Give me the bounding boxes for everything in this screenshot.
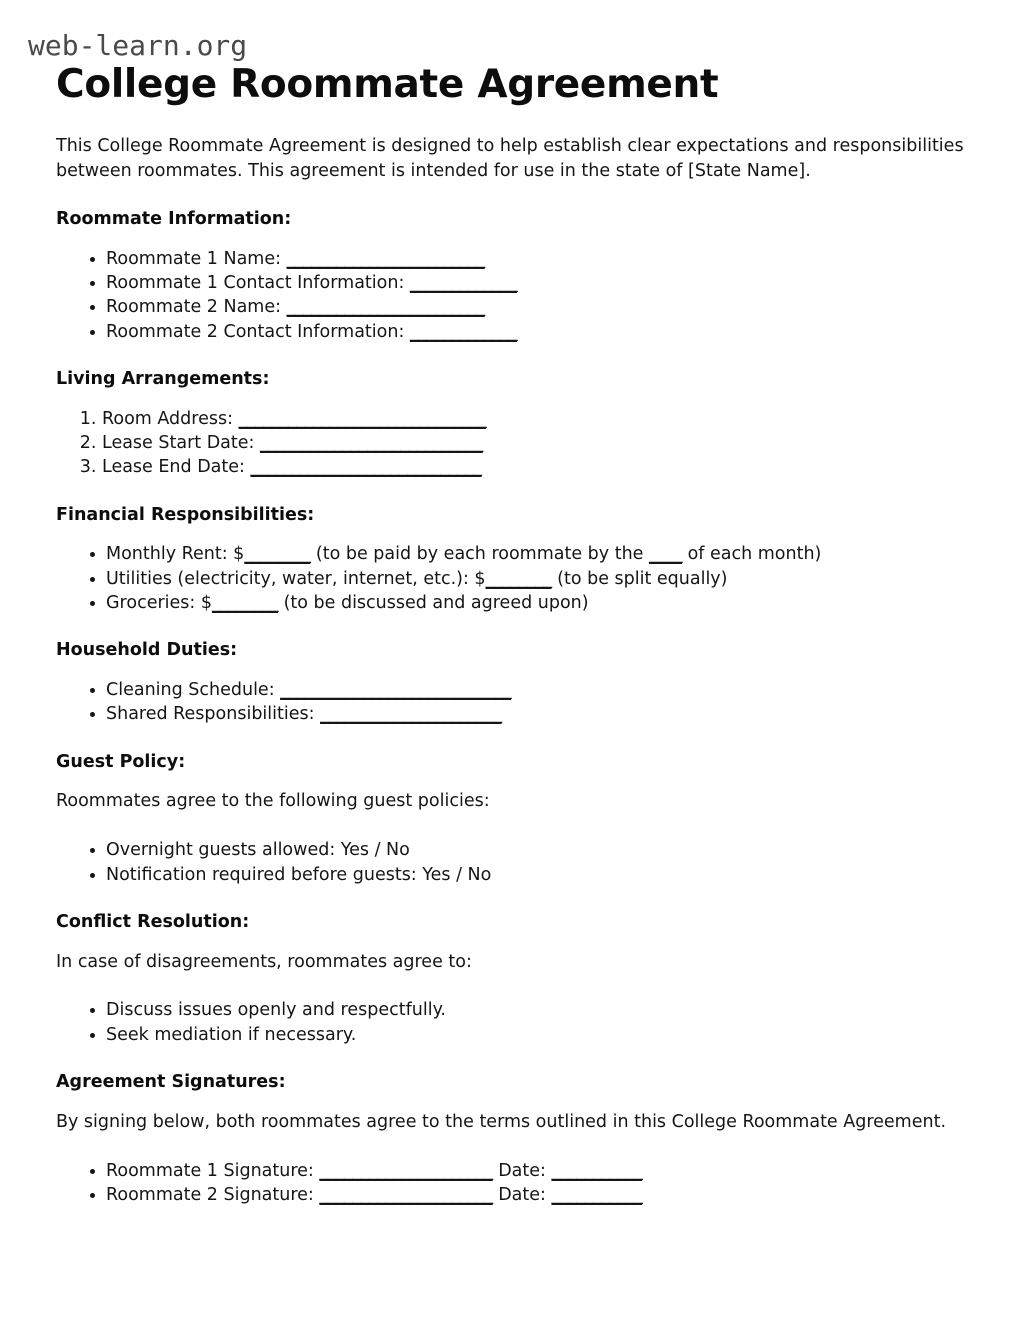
field-label: Lease Start Date: — [102, 432, 260, 453]
field-label: Roommate 2 Contact Information: — [106, 321, 410, 342]
list-item — [106, 542, 968, 566]
list-item: • Overnight guests allowed: Yes / No — [106, 838, 968, 862]
blank-line[interactable]: ________________________ — [286, 297, 485, 318]
field-label: Utilities (electricity, water, internet, etc.): $ — [106, 568, 486, 589]
field-label: Cleaning Schedule: — [106, 680, 281, 701]
list-item — [106, 567, 968, 591]
section-heading-guest-policy: Guest Policy: — [56, 751, 186, 772]
list-item — [106, 591, 968, 615]
field-text: (to be discussed and agreed upon) — [278, 592, 589, 613]
blank-line[interactable]: ____________________________ — [250, 457, 482, 478]
guest-policy-list — [56, 838, 968, 887]
field-text-tail: of each month) — [682, 544, 822, 565]
list-item — [106, 678, 968, 702]
blank-line[interactable]: ________________________ — [286, 248, 485, 269]
list-item — [102, 407, 968, 431]
blank-line-day[interactable]: ____ — [649, 544, 682, 565]
field-label: Shared Responsibilities: — [106, 704, 321, 725]
signature-blank-line[interactable]: _____________________ — [319, 1160, 493, 1181]
list-item — [106, 295, 968, 319]
blank-line[interactable]: ________ — [244, 544, 311, 565]
list-item: • Notification required before guests: Yes / No — [106, 863, 968, 887]
date-blank-line[interactable]: ___________ — [551, 1184, 643, 1205]
roommate-information-list — [56, 247, 968, 344]
field-label: Roommate 1 Name: — [106, 248, 287, 269]
blank-line[interactable]: ________ — [485, 568, 552, 589]
blank-line[interactable]: ___________________________ — [259, 432, 483, 453]
agreement-signatures-list — [56, 1159, 968, 1208]
list-item — [102, 455, 968, 479]
section-heading-conflict-resolution: Conflict Resolution: — [56, 911, 250, 932]
conflict-resolution-paragraph: In case of disagreements, roommates agree to: — [56, 951, 472, 972]
field-text: (to be paid by each roommate by the — [310, 544, 649, 565]
field-label: Monthly Rent: $ — [106, 544, 245, 565]
date-label: Date: — [492, 1160, 552, 1181]
list-item — [106, 271, 968, 295]
blank-line[interactable]: ________ — [212, 592, 278, 613]
date-label: Date: — [492, 1184, 552, 1205]
field-label: Room Address: — [102, 408, 239, 429]
living-arrangements-list — [56, 407, 968, 480]
section-heading-roommate-information: Roommate Information: — [56, 208, 292, 229]
list-item: • Discuss issues openly and respectfully. — [106, 998, 968, 1022]
conflict-resolution-list — [56, 998, 968, 1047]
agreement-signatures-paragraph: By signing below, both roommates agree to the terms outlined in this College Roommate Agreement. — [56, 1111, 947, 1132]
list-item: • Seek mediation if necessary. — [106, 1023, 968, 1047]
section-heading-household-duties: Household Duties: — [56, 640, 238, 661]
blank-line[interactable]: _____________ — [409, 321, 518, 342]
field-label: Lease End Date: — [102, 457, 251, 478]
field-label: Roommate 2 Signature: — [106, 1184, 320, 1205]
page-title: College Roommate Agreement — [56, 62, 719, 108]
field-label: Roommate 1 Contact Information: — [106, 272, 410, 293]
list-item — [102, 431, 968, 455]
intro-paragraph: This College Roommate Agreement is designed to help establish clear expectations and responsibilities between roommates. This agreement is intended for use in the state of [State Name]. — [56, 136, 964, 182]
list-item — [106, 1159, 968, 1183]
list-item — [106, 702, 968, 726]
field-label: Groceries: $ — [106, 592, 212, 613]
document-content — [28, 29, 968, 1231]
financial-responsibilities-list — [56, 542, 968, 615]
list-item — [106, 247, 968, 271]
blank-line[interactable]: ______________________ — [320, 704, 502, 725]
section-heading-agreement-signatures: Agreement Signatures: — [56, 1072, 286, 1093]
signature-blank-line[interactable]: _____________________ — [319, 1184, 493, 1205]
section-heading-financial-responsibilities: Financial Responsibilities: — [56, 504, 315, 525]
field-label: Roommate 2 Name: — [106, 297, 287, 318]
blank-line[interactable]: _____________ — [409, 272, 518, 293]
field-label: Roommate 1 Signature: — [106, 1160, 320, 1181]
site-tag: web-learn.org — [28, 29, 248, 62]
list-item — [106, 1183, 968, 1207]
section-heading-living-arrangements: Living Arrangements: — [56, 368, 270, 389]
blank-line[interactable]: ____________________________ — [280, 680, 512, 701]
date-blank-line[interactable]: ___________ — [551, 1160, 643, 1181]
list-item — [106, 320, 968, 344]
guest-policy-paragraph: Roommates agree to the following guest policies: — [56, 791, 490, 812]
field-text: (to be split equally) — [551, 568, 728, 589]
household-duties-list — [56, 678, 968, 727]
blank-line[interactable]: ______________________________ — [238, 408, 487, 429]
